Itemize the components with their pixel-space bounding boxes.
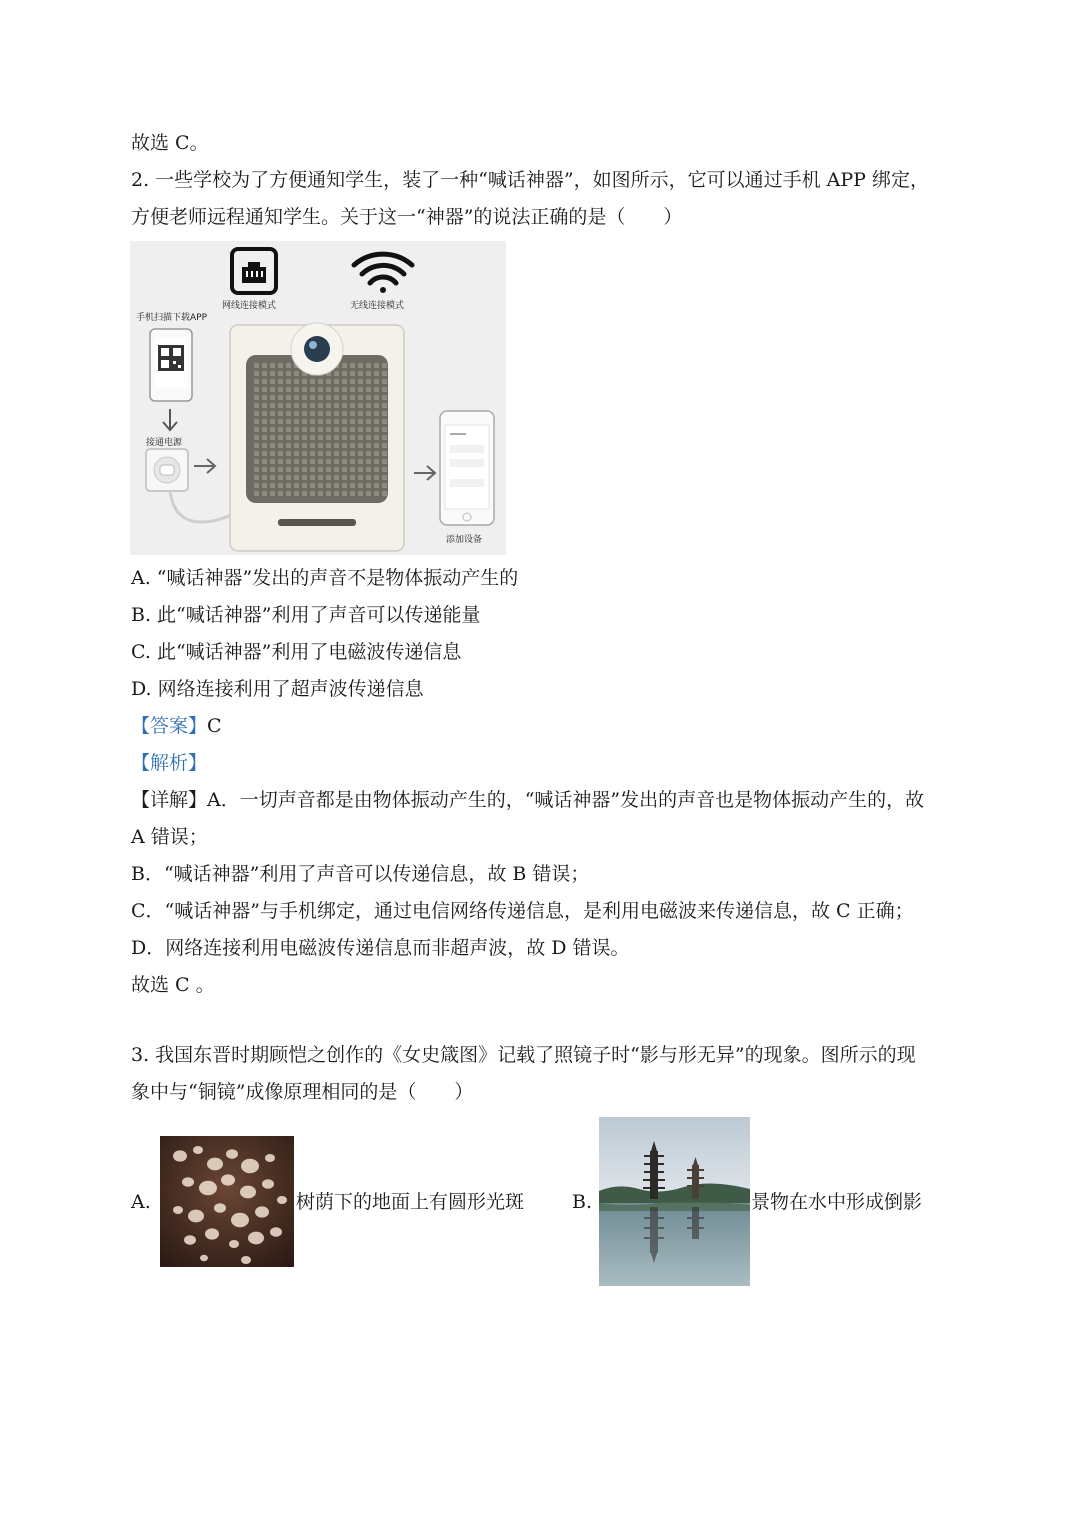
answer-line [131,714,222,738]
ethernet-icon [232,249,276,293]
q3-stem-line2: 象中与“铜镜”成像原理相同的是（ ） [131,1081,474,1103]
pagoda-reflection-photo [599,1117,750,1286]
speaker-grille [254,363,387,496]
tree-shade-light-spots-image [160,1136,294,1267]
answer-tag: 【答案】 [131,715,208,737]
q2-option-b: B. 此“喊话神器”利用了声音可以传递能量 [131,604,481,626]
q2-device-figure [130,241,506,555]
detail-line2: A 错误； [131,826,208,848]
q3-option-a-letter: A. [131,1191,151,1213]
q3-option-a-text: 树荫下的地面上有圆形光斑 [296,1191,525,1213]
detail-line4: C．“喊话神器”与手机绑定，通过电信网络传递信息，是利用电磁波来传递信息，故 C 正确； [131,900,914,922]
q2-stem-line2: 方便老师远程通知学生。关于这一“神器”的说法正确的是（ ） [131,206,683,228]
q3-option-b-text: 景物在水中形成倒影 [751,1191,923,1213]
detail-line1: 【详解】A．一切声音都是由物体振动产生的，“喊话神器”发出的声音也是物体振动产生的，故 [131,789,925,811]
analysis-tag: 【解析】 [131,752,208,774]
q2-option-a: A. “喊话神器”发出的声音不是物体振动产生的 [131,567,519,589]
detail-line3: B．“喊话神器”利用了声音可以传递信息，故 B 错误； [131,863,590,885]
wifi-icon [354,254,412,293]
power-socket-icon [146,449,240,522]
prev-conclusion: 故选 C。 [131,132,209,154]
label-scan-app: 手机扫描下载APP [136,313,208,323]
phone-qr-icon [150,329,192,401]
speaker-device [230,323,404,551]
q2-option-d: D. 网络连接利用了超声波传递信息 [131,678,424,700]
conclusion: 故选 C 。 [131,974,215,996]
label-wired-mode: 网线连接模式 [222,301,277,311]
answer-value: C [207,715,222,737]
label-add-device: 添加设备 [446,535,483,545]
device-illustration [130,241,506,555]
q2-option-c: C. 此“喊话神器”利用了电磁波传递信息 [131,641,462,663]
arrow-down-icon [163,409,177,430]
pagoda-reflection-image [599,1117,750,1286]
phone-app-icon [440,411,494,525]
label-wireless-mode: 无线连接模式 [350,301,405,311]
label-power: 接通电源 [146,438,183,448]
detail-line5: D．网络连接利用电磁波传递信息而非超声波，故 D 错误。 [131,937,630,959]
q2-stem-line1: 2. 一些学校为了方便通知学生，装了一种“喊话神器”，如图所示，它可以通过手机 APP 绑定， [131,169,929,191]
q3-option-b-letter: B. [572,1191,593,1213]
q3-stem-line1: 3. 我国东晋时期顾恺之创作的《女史箴图》记载了照镜子时“影与形无异”的现象。图所示的现 [131,1044,916,1066]
light-spots-photo [160,1136,294,1267]
